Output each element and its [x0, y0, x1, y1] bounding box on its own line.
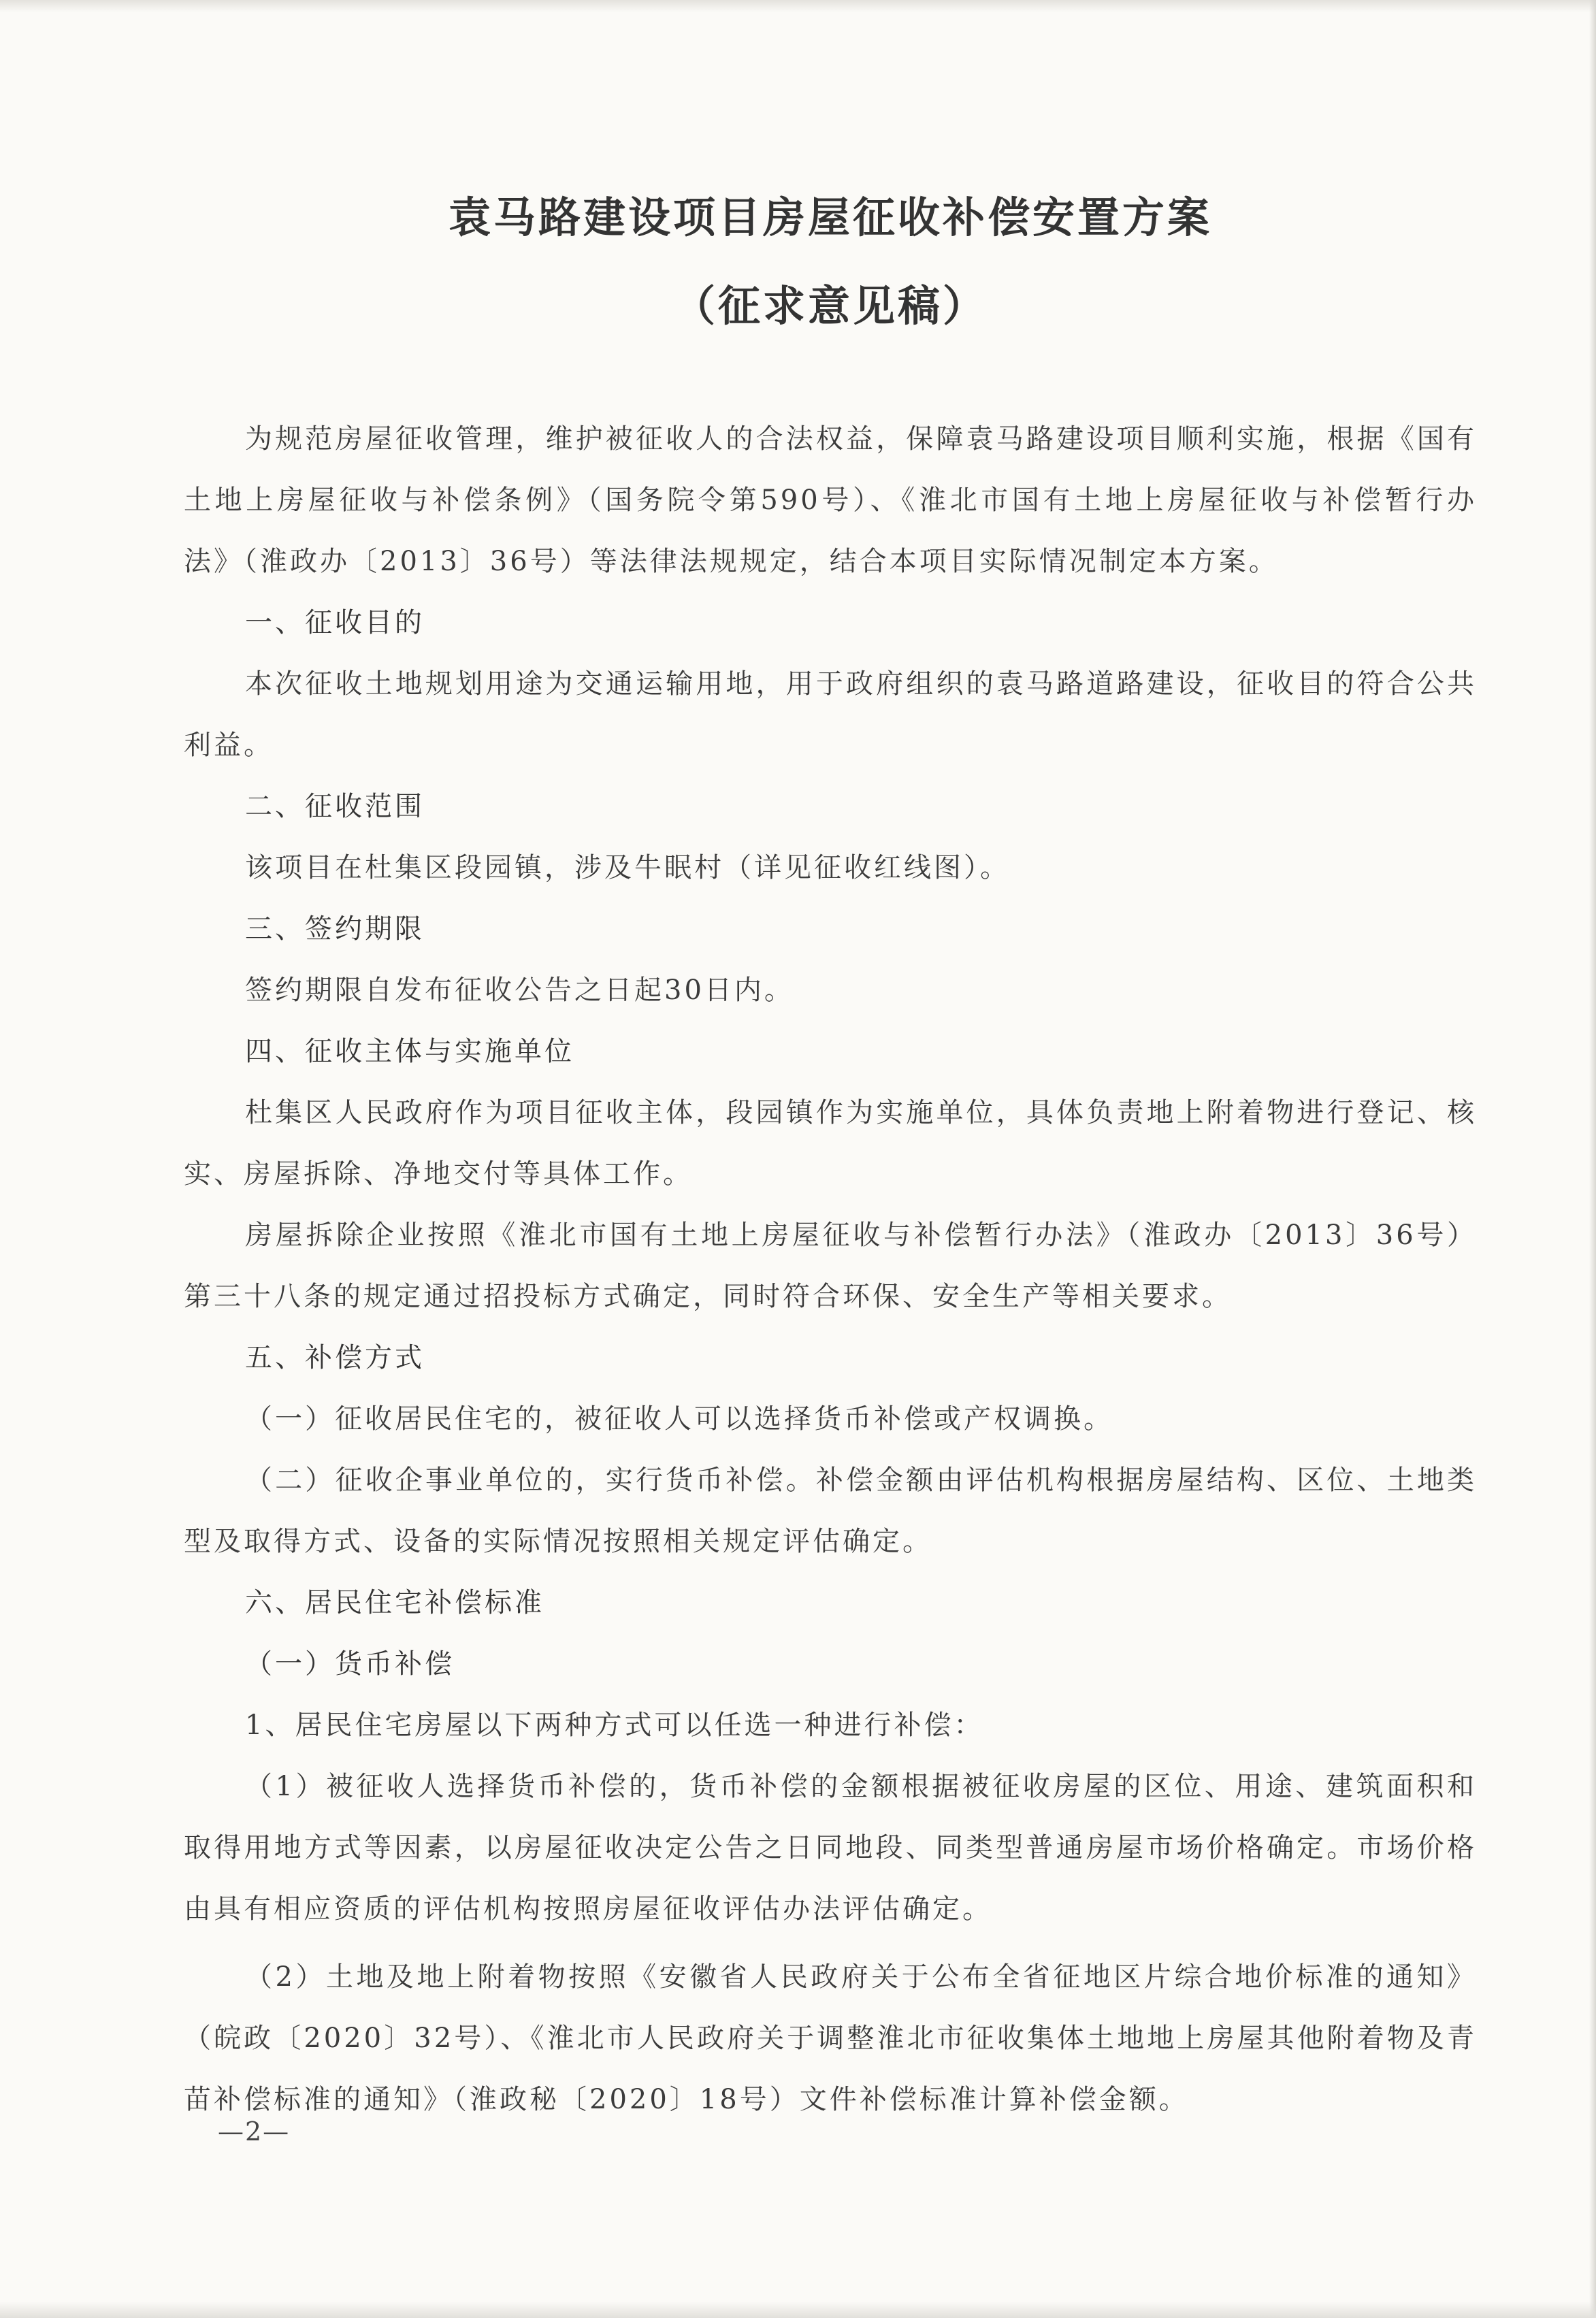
section-paragraph: （一）征收居民住宅的，被征收人可以选择货币补偿或产权调换。 — [245, 1403, 1113, 1435]
section-heading-compensation-method: 五、补偿方式 — [245, 1342, 425, 1373]
list-item-heading: 1、居民住宅房屋以下两种方式可以任选一种进行补偿： — [245, 1710, 984, 1741]
scan-edge-right — [1589, 0, 1596, 2318]
scan-edge-top — [0, 0, 1596, 12]
intro-paragraph: 为规范房屋征收管理，维护被征收人的合法权益，保障袁马路建设项目顺利实施，根据《国有土地上房屋征收与补偿条例》（国务院令第590号）、《淮北市国有土地上房屋征收与补偿暂行办法》（淮政办〔2013〕36号）等法律法规规定，结合本项目实际情况制定本方案。 — [184, 423, 1477, 577]
document-page — [184, 191, 1477, 2130]
subsection-heading-monetary: （一）货币补偿 — [245, 1648, 455, 1680]
section-heading-purpose: 一、征收目的 — [245, 607, 425, 638]
scan-edge-bottom — [0, 2302, 1596, 2318]
section-paragraph: （1）被征收人选择货币补偿的，货币补偿的金额根据被征收房屋的区位、用途、建筑面积和取得用地方式等因素，以房屋征收决定公告之日同地段、同类型普通房屋市场价格确定。市场价格由具有相应资质的评估机构按照房屋征收评估办法评估确定。 — [184, 1771, 1477, 1925]
section-paragraph: （二）征收企事业单位的，实行货币补偿。补偿金额由评估机构根据房屋结构、区位、土地类型及取得方式、设备的实际情况按照相关规定评估确定。 — [184, 1465, 1477, 1557]
page-number: —2— — [218, 2117, 291, 2146]
section-paragraph: （2）土地及地上附着物按照《安徽省人民政府关于公布全省征地区片综合地价标准的通知》（皖政〔2020〕32号）、《淮北市人民政府关于调整淮北市征收集体土地地上房屋其他附着物及青苗补偿标准的通知》（淮政秘〔2020〕18号）文件补偿标准计算补偿金额。 — [184, 1961, 1477, 2115]
section-paragraph: 该项目在杜集区段园镇，涉及牛眠村（详见征收红线图）。 — [245, 852, 1010, 883]
section-paragraph: 签约期限自发布征收公告之日起30日内。 — [245, 975, 794, 1006]
section-heading-residential-standards: 六、居民住宅补偿标准 — [245, 1587, 544, 1618]
section-heading-responsible-parties: 四、征收主体与实施单位 — [245, 1036, 574, 1067]
document-subtitle: （征求意见稿） — [672, 281, 988, 331]
section-heading-scope: 二、征收范围 — [245, 791, 425, 822]
section-heading-signing-period: 三、签约期限 — [245, 913, 425, 945]
document-title: 袁马路建设项目房屋征收补偿安置方案 — [448, 193, 1212, 242]
section-paragraph: 房屋拆除企业按照《淮北市国有土地上房屋征收与补偿暂行办法》（淮政办〔2013〕36号）第三十八条的规定通过招投标方式确定，同时符合环保、安全生产等相关要求。 — [184, 1220, 1477, 1312]
section-paragraph: 本次征收土地规划用途为交通运输用地，用于政府组织的袁马路道路建设，征收目的符合公共利益。 — [184, 668, 1477, 761]
section-paragraph: 杜集区人民政府作为项目征收主体，段园镇作为实施单位，具体负责地上附着物进行登记、核实、房屋拆除、净地交付等具体工作。 — [184, 1097, 1477, 1190]
